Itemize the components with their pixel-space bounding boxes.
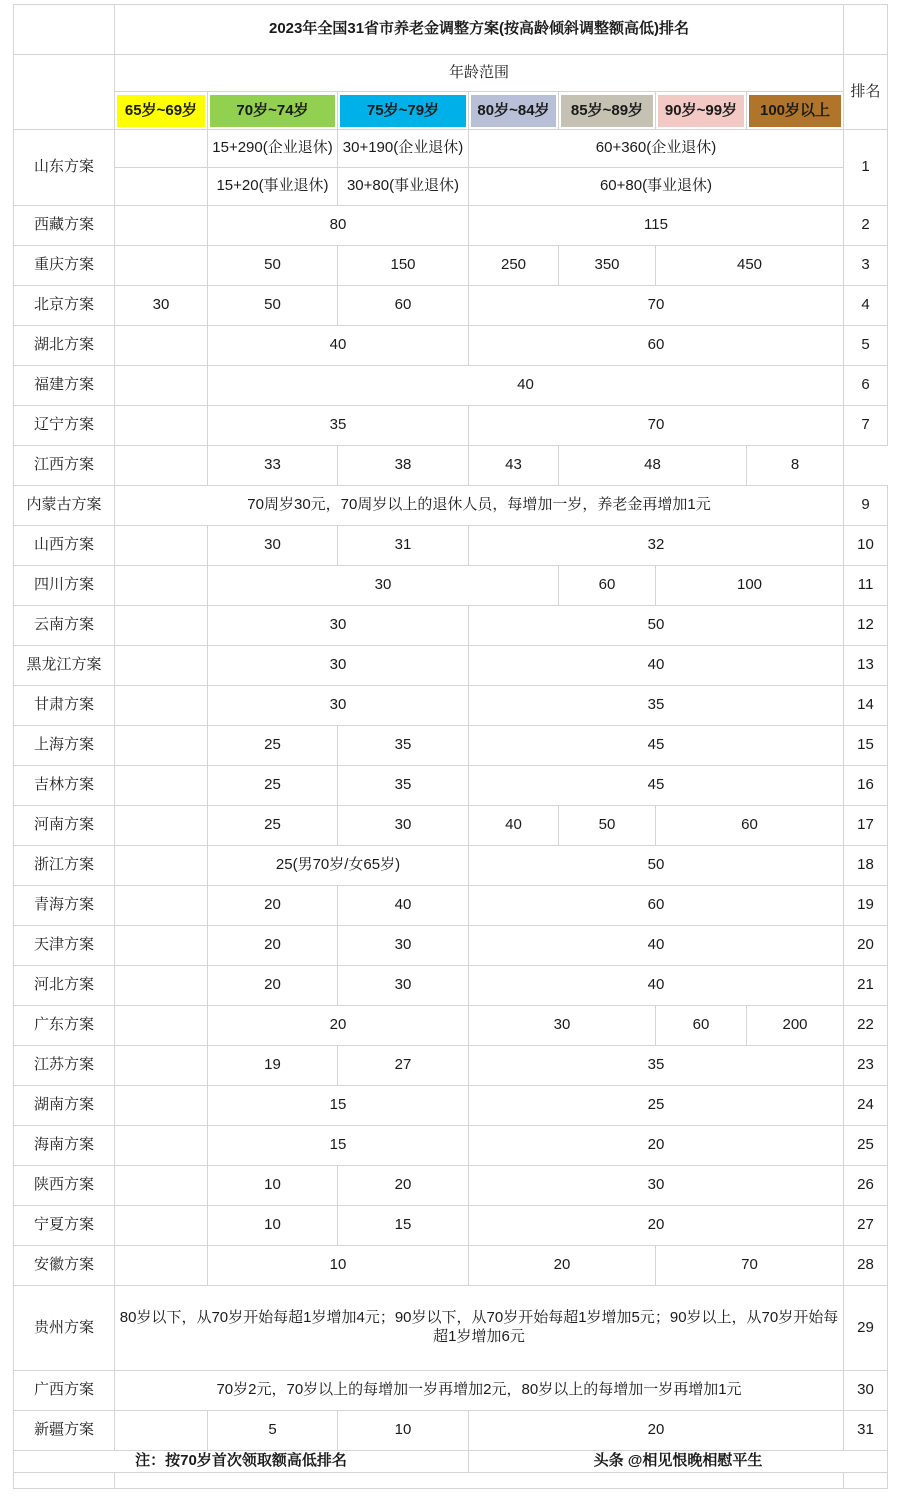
cell-empty — [115, 206, 208, 246]
province-name-cell: 河南方案 — [14, 806, 115, 846]
province-name-cell: 陕西方案 — [14, 1166, 115, 1206]
cell-empty — [115, 526, 208, 566]
table-row — [14, 1411, 888, 1451]
province-name-cell: 青海方案 — [14, 886, 115, 926]
table-row — [14, 526, 888, 566]
rank-cell: 11 — [844, 566, 888, 606]
cell-value: 60 — [559, 566, 656, 606]
cell-value: 10 — [208, 1166, 338, 1206]
cell-value: 25 — [208, 806, 338, 846]
title-left-spacer — [14, 5, 115, 55]
cell-value: 20 — [469, 1126, 844, 1166]
rank-cell: 26 — [844, 1166, 888, 1206]
cell-value: 45 — [469, 726, 844, 766]
cell-value: 30 — [338, 926, 469, 966]
cell-empty — [115, 1126, 208, 1166]
province-name-cell: 甘肃方案 — [14, 686, 115, 726]
province-name-cell: 吉林方案 — [14, 766, 115, 806]
cell-empty — [115, 566, 208, 606]
cell-value: 50 — [469, 846, 844, 886]
rank-cell: 4 — [844, 286, 888, 326]
rank-cell: 16 — [844, 766, 888, 806]
cell-empty — [115, 766, 208, 806]
cell-value: 25(男70岁/女65岁) — [208, 846, 469, 886]
age-swatch-80-84: 80岁~84岁 — [471, 95, 556, 127]
cell-value: 27 — [338, 1046, 469, 1086]
cell-value: 20 — [469, 1411, 844, 1451]
cell-value: 35 — [469, 1046, 844, 1086]
age-header-row — [14, 92, 888, 130]
table-row — [14, 246, 888, 286]
cell-value: 30 — [469, 1006, 656, 1046]
rank-cell: 6 — [844, 366, 888, 406]
province-name-cell: 湖南方案 — [14, 1086, 115, 1126]
cell-value: 25 — [208, 726, 338, 766]
cell-empty — [115, 846, 208, 886]
cell-value: 70 — [656, 1246, 844, 1286]
cell-value: 30 — [208, 646, 469, 686]
cell-value: 32 — [469, 526, 844, 566]
cell-value: 115 — [469, 206, 844, 246]
cell-value: 30+190(企业退休) — [338, 130, 469, 168]
rank-cell: 30 — [844, 1371, 888, 1411]
cell-value: 450 — [656, 246, 844, 286]
rank-cell: 12 — [844, 606, 888, 646]
cell-value: 30 — [208, 686, 469, 726]
table-row — [14, 1046, 888, 1086]
province-name-cell: 河北方案 — [14, 966, 115, 1006]
province-name-cell: 山西方案 — [14, 526, 115, 566]
province-name-cell: 上海方案 — [14, 726, 115, 766]
province-name-cell: 宁夏方案 — [14, 1206, 115, 1246]
province-name-cell: 广东方案 — [14, 1006, 115, 1046]
age-swatch-70-74: 70岁~74岁 — [210, 95, 335, 127]
cell-value: 50 — [469, 606, 844, 646]
cell-value: 38 — [338, 446, 469, 486]
age-range-group-header: 年龄范围 — [115, 55, 844, 92]
cell-value: 15+290(企业退休) — [208, 130, 338, 168]
table-row — [14, 1126, 888, 1166]
cell-value: 350 — [559, 246, 656, 286]
rank-cell: 17 — [844, 806, 888, 846]
age-header-100-plus — [747, 92, 844, 130]
province-name-cell: 湖北方案 — [14, 326, 115, 366]
cell-empty — [115, 1006, 208, 1046]
cell-value: 30 — [115, 286, 208, 326]
province-name-cell: 四川方案 — [14, 566, 115, 606]
cell-value: 30 — [208, 566, 559, 606]
rank-cell: 21 — [844, 966, 888, 1006]
table-row — [14, 286, 888, 326]
cell-value: 100 — [656, 566, 844, 606]
cell-value: 60+360(企业退休) — [469, 130, 844, 168]
table-row — [14, 1286, 888, 1371]
province-name-cell: 内蒙古方案 — [14, 486, 115, 526]
rank-cell: 27 — [844, 1206, 888, 1246]
cell-empty — [115, 606, 208, 646]
age-swatch-65-69: 65岁~69岁 — [117, 95, 205, 127]
province-name-cell: 重庆方案 — [14, 246, 115, 286]
province-name-cell: 新疆方案 — [14, 1411, 115, 1451]
footnote-text: 注：按70岁首次领取额高低排名 — [14, 1451, 469, 1473]
cell-value: 50 — [208, 246, 338, 286]
province-name-cell: 云南方案 — [14, 606, 115, 646]
cell-value: 35 — [338, 726, 469, 766]
province-name-cell: 北京方案 — [14, 286, 115, 326]
cell-value: 30+80(事业退休) — [338, 168, 469, 206]
cell-value: 15 — [208, 1086, 469, 1126]
cell-value: 45 — [469, 766, 844, 806]
cell-value: 40 — [469, 966, 844, 1006]
rank-cell: 31 — [844, 1411, 888, 1451]
cell-value: 20 — [208, 886, 338, 926]
age-swatch-85-89: 85岁~89岁 — [561, 95, 653, 127]
cell-value: 60+80(事业退休) — [469, 168, 844, 206]
cell-empty — [115, 886, 208, 926]
cell-value: 15+20(事业退休) — [208, 168, 338, 206]
cell-value: 250 — [469, 246, 559, 286]
rank-cell: 5 — [844, 326, 888, 366]
table-row — [14, 806, 888, 846]
rank-cell: 2 — [844, 206, 888, 246]
cell-value: 33 — [208, 446, 338, 486]
table-row — [14, 168, 888, 206]
cell-empty — [115, 806, 208, 846]
title-row — [14, 5, 888, 55]
cell-value: 35 — [208, 406, 469, 446]
cell-value: 50 — [559, 806, 656, 846]
rank-cell: 29 — [844, 1286, 888, 1371]
table-row — [14, 1166, 888, 1206]
cell-value: 30 — [469, 1166, 844, 1206]
cell-value: 60 — [469, 886, 844, 926]
province-name-cell: 贵州方案 — [14, 1286, 115, 1371]
cell-value: 150 — [338, 246, 469, 286]
age-header-80-84 — [469, 92, 559, 130]
table-row — [14, 766, 888, 806]
cell-value: 10 — [338, 1411, 469, 1451]
cell-value: 80 — [208, 206, 469, 246]
cell-value: 60 — [656, 1006, 747, 1046]
watermark-text: 头条 @相见恨晚相慰平生 — [469, 1451, 888, 1473]
cell-value: 30 — [338, 806, 469, 846]
cell-value: 40 — [208, 326, 469, 366]
table-row — [14, 566, 888, 606]
rank-cell: 18 — [844, 846, 888, 886]
cell-empty — [115, 1046, 208, 1086]
rank-cell: 3 — [844, 246, 888, 286]
table-row — [14, 130, 888, 168]
rank-cell: 15 — [844, 726, 888, 766]
age-header-85-89 — [559, 92, 656, 130]
table-row — [14, 606, 888, 646]
cell-value: 40 — [469, 806, 559, 846]
table-row — [14, 406, 888, 446]
page-title: 2023年全国31省市养老金调整方案(按高龄倾斜调整额高低)排名 — [115, 5, 844, 55]
cell-empty — [115, 726, 208, 766]
cell-empty — [115, 366, 208, 406]
rank-cell: 13 — [844, 646, 888, 686]
corner-blank-cell — [14, 55, 115, 130]
province-name-cell: 福建方案 — [14, 366, 115, 406]
province-name-cell: 广西方案 — [14, 1371, 115, 1411]
cell-value: 43 — [469, 446, 559, 486]
tail-cell-3 — [844, 1472, 888, 1488]
cell-value: 70 — [469, 286, 844, 326]
pension-adjustment-table — [13, 4, 888, 1489]
cell-empty — [115, 246, 208, 286]
age-header-65-69 — [115, 92, 208, 130]
cell-value: 48 — [559, 446, 747, 486]
cell-value: 20 — [469, 1206, 844, 1246]
group-header-row — [14, 55, 888, 92]
cell-value: 60 — [338, 286, 469, 326]
cell-value: 5 — [208, 1411, 338, 1451]
table-row — [14, 366, 888, 406]
table-row — [14, 646, 888, 686]
cell-value: 20 — [208, 966, 338, 1006]
cell-value: 30 — [208, 606, 469, 646]
cell-value: 50 — [208, 286, 338, 326]
cell-note: 70周岁30元，70周岁以上的退休人员，每增加一岁，养老金再增加1元 — [115, 486, 844, 526]
table-row — [14, 846, 888, 886]
cell-value: 60 — [469, 326, 844, 366]
rank-cell: 25 — [844, 1126, 888, 1166]
table-body — [14, 130, 888, 1451]
rank-cell: 19 — [844, 886, 888, 926]
table-row — [14, 726, 888, 766]
cell-empty — [115, 326, 208, 366]
cell-value: 31 — [338, 526, 469, 566]
table-row — [14, 926, 888, 966]
rank-cell: 14 — [844, 686, 888, 726]
province-name-cell: 西藏方案 — [14, 206, 115, 246]
rank-cell: 1 — [844, 130, 888, 206]
rank-cell: 10 — [844, 526, 888, 566]
tail-cell-2 — [115, 1472, 844, 1488]
cell-value: 60 — [656, 806, 844, 846]
cell-value: 20 — [338, 1166, 469, 1206]
province-name-cell: 安徽方案 — [14, 1246, 115, 1286]
cell-value: 40 — [469, 926, 844, 966]
tail-cell-1 — [14, 1472, 115, 1488]
province-name-cell: 浙江方案 — [14, 846, 115, 886]
cell-value: 40 — [338, 886, 469, 926]
cell-empty — [115, 926, 208, 966]
age-header-75-79 — [338, 92, 469, 130]
rank-cell: 28 — [844, 1246, 888, 1286]
cell-value: 30 — [208, 526, 338, 566]
cell-empty — [115, 966, 208, 1006]
rank-column-header: 排名 — [844, 55, 888, 130]
province-name-cell: 江西方案 — [14, 446, 115, 486]
title-right-spacer — [844, 5, 888, 55]
province-name-cell: 辽宁方案 — [14, 406, 115, 446]
cell-value: 19 — [208, 1046, 338, 1086]
cell-value: 40 — [469, 646, 844, 686]
cell-value: 15 — [208, 1126, 469, 1166]
cell-note: 80岁以下，从70岁开始每超1岁增加4元；90岁以下，从70岁开始每超1岁增加5元；90岁以上，从70岁开始每超1岁增加6元 — [115, 1286, 844, 1371]
cell-empty — [115, 1206, 208, 1246]
age-swatch-90-99: 90岁~99岁 — [658, 95, 744, 127]
table-row — [14, 1086, 888, 1126]
table-row — [14, 886, 888, 926]
cell-value: 200 — [747, 1006, 844, 1046]
cell-empty — [115, 1246, 208, 1286]
cell-value: 20 — [208, 926, 338, 966]
table-row — [14, 1006, 888, 1046]
footer-row — [14, 1451, 888, 1473]
province-name-cell: 山东方案 — [14, 130, 115, 206]
cell-value: 35 — [469, 686, 844, 726]
age-swatch-100-plus: 100岁以上 — [749, 95, 841, 127]
cell-empty — [115, 168, 208, 206]
cell-value: 20 — [469, 1246, 656, 1286]
cell-value: 70 — [469, 406, 844, 446]
cell-empty — [115, 130, 208, 168]
age-header-70-74 — [208, 92, 338, 130]
rank-cell: 24 — [844, 1086, 888, 1126]
table-row — [14, 486, 888, 526]
table-row — [14, 686, 888, 726]
rank-cell: 9 — [844, 486, 888, 526]
table-row — [14, 1246, 888, 1286]
province-name-cell: 天津方案 — [14, 926, 115, 966]
cell-empty — [115, 1166, 208, 1206]
rank-cell: 20 — [844, 926, 888, 966]
cell-value: 35 — [338, 766, 469, 806]
cell-empty — [115, 646, 208, 686]
cell-empty — [115, 446, 208, 486]
table-row — [14, 326, 888, 366]
table-row — [14, 206, 888, 246]
age-header-90-99 — [656, 92, 747, 130]
table-row — [14, 1371, 888, 1411]
cell-value: 25 — [208, 766, 338, 806]
table-row — [14, 446, 888, 486]
cell-value: 10 — [208, 1246, 469, 1286]
tail-row — [14, 1472, 888, 1488]
cell-empty — [115, 1086, 208, 1126]
table-row — [14, 966, 888, 1006]
cell-note: 70岁2元，70岁以上的每增加一岁再增加2元，80岁以上的每增加一岁再增加1元 — [115, 1371, 844, 1411]
cell-empty — [115, 686, 208, 726]
age-swatch-75-79: 75岁~79岁 — [340, 95, 466, 127]
cell-empty — [115, 1411, 208, 1451]
cell-value: 15 — [338, 1206, 469, 1246]
province-name-cell: 海南方案 — [14, 1126, 115, 1166]
rank-cell: 22 — [844, 1006, 888, 1046]
rank-cell: 7 — [844, 406, 888, 446]
cell-value: 30 — [338, 966, 469, 1006]
rank-cell: 8 — [747, 446, 844, 486]
cell-empty — [115, 406, 208, 446]
rank-cell: 23 — [844, 1046, 888, 1086]
province-name-cell: 黑龙江方案 — [14, 646, 115, 686]
table-row — [14, 1206, 888, 1246]
cell-value: 25 — [469, 1086, 844, 1126]
cell-value: 20 — [208, 1006, 469, 1046]
cell-value: 10 — [208, 1206, 338, 1246]
province-name-cell: 江苏方案 — [14, 1046, 115, 1086]
cell-value: 40 — [208, 366, 844, 406]
